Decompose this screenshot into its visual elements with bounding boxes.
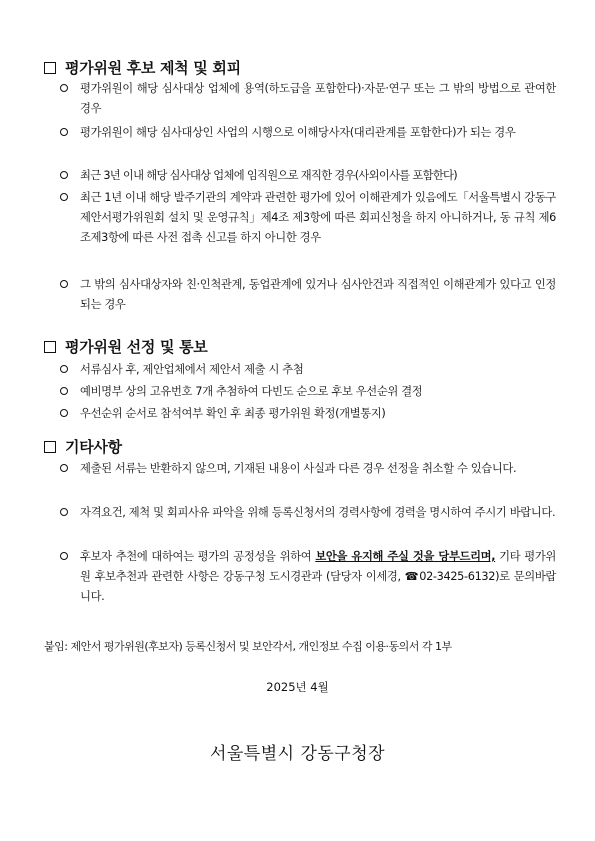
list-item: 서류심사 후, 제안업체에서 제안서 제출 시 추첨	[60, 360, 556, 380]
contact-text-before: 후보자 추천에 대하여는 평가의 공정성을 위하여	[80, 550, 316, 563]
contact-text-after: 기타 평가위원 후보추천과 관련한 사항은 강동구청 도시경관과 (담당자 이세경, ☎02-3425-6132)로 문의바랍니다.	[80, 550, 556, 603]
section-title-others: 기타사항	[44, 436, 122, 457]
list-item: 평가위원이 해당 심사대상인 사업의 시행으로 이해당사자(대리관계를 포함한다)가 되는 경우	[60, 123, 556, 143]
circle-bullet-icon	[60, 84, 68, 92]
circle-bullet-icon	[60, 193, 68, 201]
list-item: 자격요건, 제척 및 회피사유 파악을 위해 등록신청서의 경력사항에 경력을 명시하여 주시기 바랍니다.	[60, 503, 556, 523]
list-item: 예비명부 상의 고유번호 7개 추첨하여 다빈도 순으로 후보 우선순위 결정	[60, 382, 556, 402]
circle-bullet-icon	[60, 171, 68, 179]
list-item: 우선순위 순서로 참석여부 확인 후 최종 평가위원 확정(개별통지)	[60, 404, 556, 424]
list-item: 제출된 서류는 반환하지 않으며, 기재된 내용이 사실과 다른 경우 선정을 취소할 수 있습니다.	[60, 459, 556, 479]
checkbox-square-icon	[44, 341, 56, 353]
section-title-selection: 평가위원 선정 및 통보	[44, 336, 207, 357]
circle-bullet-icon	[60, 280, 68, 288]
list-item: 최근 3년 이내 해당 심사대상 업체에 임직원으로 재직한 경우(사외이사를 포함한다)	[60, 166, 556, 186]
list-item: 평가위원이 해당 심사대상 업체에 용역(하도급을 포함한다)·자문·연구 또는 그 밖의 방법으로 관여한 경우	[60, 79, 556, 119]
list-item: 최근 1년 이내 해당 발주기관의 계약과 관련한 평가에 있어 이해관계가 있음에도「서울특별시 강동구 제안서평가위원회 설치 및 운영규칙」제4조 제3항에 따른 회피신청을 하지 아니하거나, 동 규칙 제6조제3항에 따른 사전 접촉 신고를 하지 아니한 경우	[60, 188, 556, 248]
list-item	[60, 547, 556, 607]
circle-bullet-icon	[60, 508, 68, 516]
list-item: 그 밖의 심사대상자와 친·인척관계, 동업관계에 있거나 심사안건과 직접적인 이해관계가 있다고 인정되는 경우	[60, 275, 556, 315]
circle-bullet-icon	[60, 365, 68, 373]
security-emphasis: 보안을 유지해 주실 것을 당부드리며,	[315, 550, 496, 563]
checkbox-square-icon	[44, 62, 56, 74]
circle-bullet-icon	[60, 409, 68, 417]
circle-bullet-icon	[60, 464, 68, 472]
circle-bullet-icon	[60, 552, 68, 560]
checkbox-square-icon	[44, 441, 56, 453]
attachment-note: 붙임: 제안서 평가위원(후보자) 등록신청서 및 보안각서, 개인정보 수집 이용·동의서 각 1부	[44, 640, 452, 653]
issuer-signature: 서울특별시 강동구청장	[209, 744, 386, 764]
section-title-recusal: 평가위원 후보 제척 및 회피	[44, 57, 241, 78]
circle-bullet-icon	[60, 128, 68, 136]
document-date: 2025년 4월	[266, 680, 329, 694]
circle-bullet-icon	[60, 387, 68, 395]
